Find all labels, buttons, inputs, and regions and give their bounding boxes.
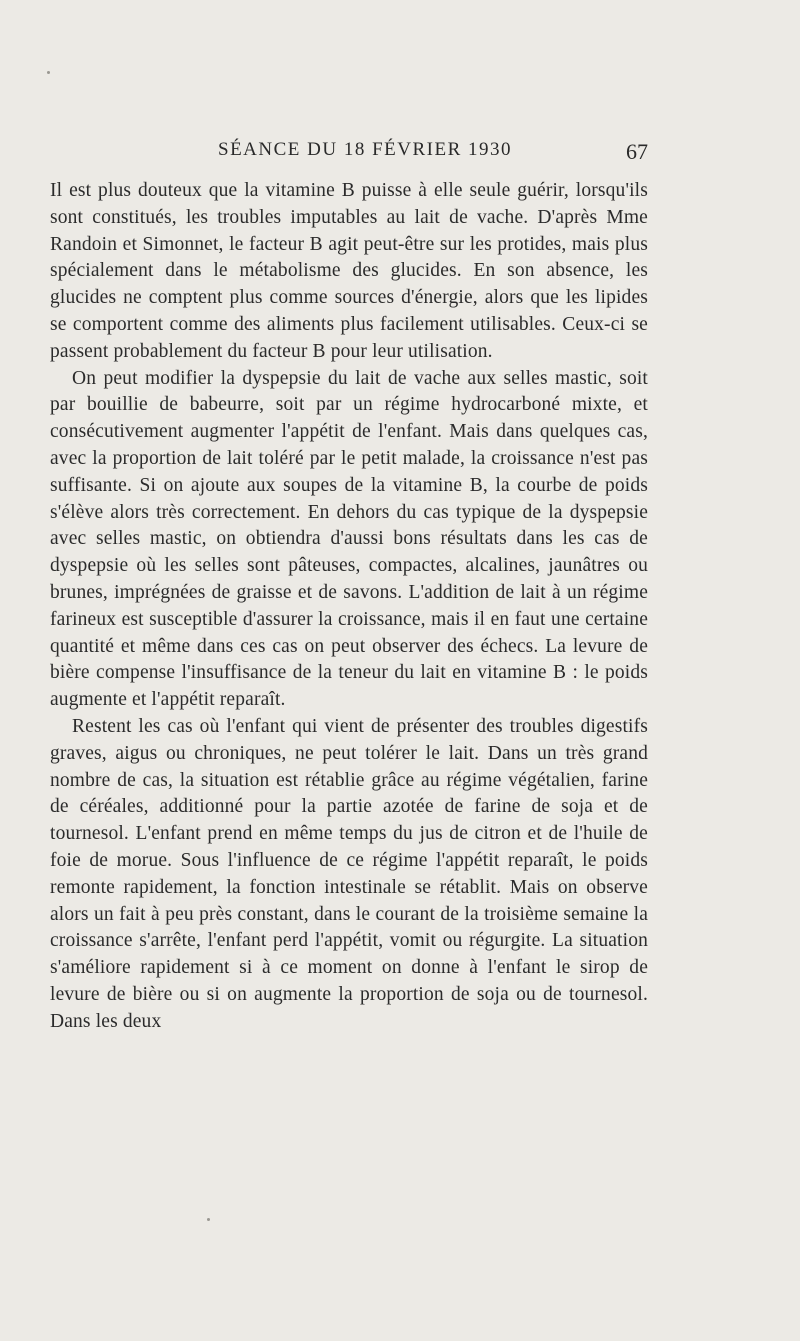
scan-speck <box>207 1218 210 1221</box>
header-title: SÉANCE DU 18 FÉVRIER 1930 <box>218 139 513 160</box>
scan-speck <box>47 71 50 74</box>
running-header <box>50 139 648 169</box>
body-text <box>50 178 648 1036</box>
paragraph-2: On peut modifier la dyspepsie du lait de vache aux selles mastic, soit par bouillie de babeurre, soit par un régime hydrocarboné mixte, et consécutivement augmenter l'appétit de l'enfant. Mais dans quelques cas, avec la proportion de lait toléré par le petit malade, la croissance n'est pas suffisante. Si on ajoute aux soupes de la vitamine B, la courbe de poids s'élève alors très correctement. En dehors du cas typique de la dyspepsie avec selles mastic, on obtiendra d'aussi bons résultats dans les cas de dyspepsie où les selles sont pâteuses, compactes, alcalines, jaunâtres ou brunes, imprégnées de graisse et de savons. L'addition de lait à un régime farineux est susceptible d'assurer la croissance, mais il en faut une certaine quantité et même dans ces cas on peut observer des échecs. La levure de bière compense l'insuffisance de la teneur du lait en vitamine B : le poids augmente et l'appétit reparaît. <box>50 367 648 711</box>
paragraph-1: Il est plus douteux que la vitamine B puisse à elle seule guérir, lorsqu'ils sont constitués, les troubles imputables au lait de vache. D'après Mme Randoin et Simonnet, le facteur B agit peut-être sur les protides, mais plus spécialement dans le métabolisme des glucides. En son absence, les glucides ne comptent plus comme sources d'énergie, alors que les lipides se comportent comme des aliments plus facilement utilisables. Ceux-ci se passent probablement du facteur B pour leur utilisation. <box>50 180 648 362</box>
page-number: 67 <box>626 139 648 164</box>
paragraph-3: Restent les cas où l'enfant qui vient de présenter des troubles digestifs graves, aigus ou chroniques, ne peut tolérer le lait. Dans un très grand nombre de cas, la situation est rétablie grâce au régime végétalien, farine de céréales, additionné pour la partie azotée de farine de soja et de tournesol. L'enfant prend en même temps du jus de citron et de l'huile de foie de morue. Sous l'influence de ce régime l'appétit reparaît, le poids remonte rapidement, la fonction intestinale se rétablit. Mais on observe alors un fait à peu près constant, dans le courant de la troisième semaine la croissance s'arrête, l'enfant perd l'appétit, vomit ou régurgite. La situation s'améliore rapidement si à ce moment on donne à l'enfant le sirop de levure de bière ou si on augmente la proportion de soja ou de tournesol. Dans les deux <box>50 715 648 1032</box>
